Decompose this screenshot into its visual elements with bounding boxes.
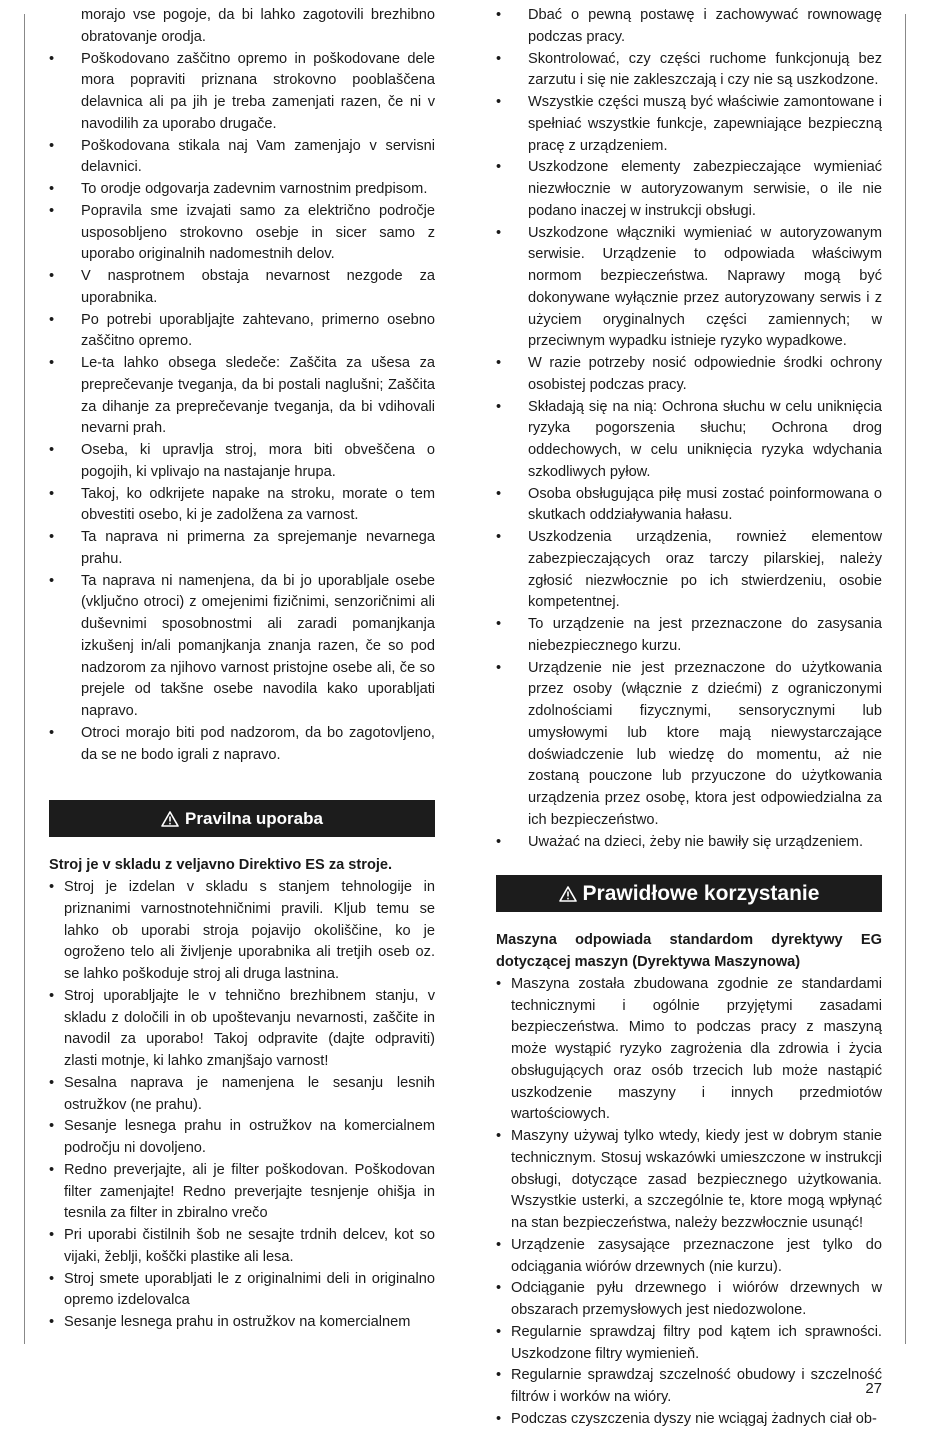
warning-triangle-icon: [559, 886, 577, 902]
left-usage-list: [49, 877, 435, 1334]
list-item: • Redno preverjajte, ali je filter poškodovan. Poškodovan filter zamenjajte! Redno preverjajte tesnjenje ohišja in tesnila za filter in zbiralno vrečo: [49, 1160, 435, 1225]
section-lead: Maszyna odpowiada standardom dyrektywy EG dotyczącej maszyn (Dyrektywa Maszynowa): [496, 932, 882, 970]
list-item: • Osoba obsługująca piłę musi zostać poinformowana o skutkach oddziaływania hałasu.: [496, 484, 882, 528]
list-item: • Oseba, ki upravlja stroj, mora biti obveščena o pogojih, ki vplivajo na nastajanje hrupa.: [49, 440, 435, 484]
list-item: • W razie potrzeby nosić odpowiednie środki ochrony osobistej podczas pracy.: [496, 353, 882, 397]
list-item: • V nasprotnem obstaja nevarnost nezgode za uporabnika.: [49, 266, 435, 310]
list-item: • Otroci morajo biti pod nadzorom, da bo zagotovljeno, da se ne bodo igrali z napravo.: [49, 723, 435, 767]
list-item: • Uszkodzone elementy zabezpieczające wymieniać niezwłocznie w autoryzowanym serwisie, o ile nie podano inaczej w instrukcji obsługi.: [496, 157, 882, 222]
list-item: • Pri uporabi čistilnih šob ne sesajte trdnih delcev, kot so vijaki, žeblji, koščki plastike ali lesa.: [49, 1225, 435, 1269]
section-title: Pravilna uporaba: [185, 808, 323, 828]
left-column: [49, 5, 435, 1334]
list-item: • Podczas czyszczenia dyszy nie wciągaj żadnych ciał ob-: [496, 1409, 882, 1431]
list-item: • Uważać na dzieci, żeby nie bawiły się urządzeniem.: [496, 832, 882, 854]
section-title: Prawidłowe korzystanie: [582, 881, 820, 905]
list-item: • To orodje odgovarja zadevnim varnostnim predpisom.: [49, 179, 435, 201]
left-margin-rule: [24, 14, 25, 1344]
list-item: • Sesalna naprava je namenjena le sesanju lesnih ostružkov (ne prahu).: [49, 1073, 435, 1117]
list-item: • Dbać o pewną postawę i zachowywać rownowagę podczas pracy.: [496, 5, 882, 49]
list-item: • Po potrebi uporabljajte zahtevano, primerno osebno zaščitno opremo.: [49, 310, 435, 354]
list-item: • To urządzenie na jest przeznaczone do zasysania niebezpiecznego kurzu.: [496, 614, 882, 658]
section-lead: Stroj je v skladu z veljavno Direktivo ES za stroje.: [49, 857, 393, 874]
list-item: • Urządzenie zasysające przeznaczone jest tylko do odciągania wiórów drzewnych (nie kurzu).: [496, 1235, 882, 1279]
list-item: • Maszyna została zbudowana zgodnie ze standardami technicznymi i ogólnie przyjętymi zasadami bezpieczeństwa. Mimo to podczas pracy z maszyną może wystąpić ryzyko zagrożenia dla zdrowia i życia obsługujących oraz osób trzecich lub może nastąpić uszkodzenie maszyny i innych przedmiotów wartościowych.: [496, 974, 882, 1126]
right-column: [496, 5, 882, 1431]
list-item: • Poškodovana stikala naj Vam zamenjajo v servisni delavnici.: [49, 136, 435, 180]
list-item: • Uszkodzone włączniki wymieniać w autoryzowanym serwisie. Urządzenie to odpowiada właściwym normom bezpieczeństwa. Naprawy mogą być dokonywane wyłącznie przez autoryzowany serwis i z użyciem oryginalnych części zamiennych; w przeciwnym wypadku istnieje ryzyko wypadkowe.: [496, 223, 882, 354]
list-item: • Stroj je izdelan v skladu s stanjem tehnologije in priznanimi varnostnotehničnimi pravili. Kljub temu se lahko ob uporabi stroja pojavijo okoliščine, ko je ogroženo telo ali življenje uporabnika ali tretjih oseb oz. se lahko poškoduje stroj ali druga lastnina.: [49, 877, 435, 986]
left-intro-list: [49, 5, 435, 766]
list-item: • Stroj smete uporabljati le z originalnimi deli in originalno opremo izdelovalca: [49, 1269, 435, 1313]
list-item: • Poškodovano zaščitno opremo in poškodovane dele mora popraviti priznana strokovno pooblaščena delavnica ali pa jih je treba zamenjati razen, če ni v navodilih za uporabo drugače.: [49, 49, 435, 136]
list-item: • Odciąganie pyłu drzewnego i wiórów drzewnych w obszarach przemysłowych jest niedozwolone.: [496, 1278, 882, 1322]
list-item: • Sesanje lesnega prahu in ostružkov na komercialnem področju ni dovoljeno.: [49, 1116, 435, 1160]
right-margin-rule: [905, 14, 906, 1344]
list-item: • Le-ta lahko obsega sledeče: Zaščita za ušesa za preprečevanje tveganja, da bi postali naglušni; Zaščita za dihanje za preprečevanje tveganja, da bi vdihovali nevarni prah.: [49, 353, 435, 440]
list-item: • Regularnie sprawdzaj filtry pod kątem ich sprawności. Uszkodzone filtry wymienieň.: [496, 1322, 882, 1366]
right-intro-list: [496, 5, 882, 853]
list-item: • Składają się na nią: Ochrona słuchu w celu uniknięcia ryzyka pogorszenia słuchu; Ochrona drog oddechowych, w celu uniknięcia ryzyka wdychania szkodliwych pyłow.: [496, 397, 882, 484]
list-item: • Regularnie sprawdzaj szczelność obudowy i szczelność filtrów i worków na wióry.: [496, 1365, 882, 1409]
list-item: • Sesanje lesnega prahu in ostružkov na komercialnem: [49, 1312, 435, 1334]
list-item: • Maszyny używaj tylko wtedy, kiedy jest w dobrym stanie technicznym. Stosuj wskazówki umieszczone w instrukcji obsługi, dotyczące zasad bezpiecznego użytkowania. Wszystkie usterki, a szczególnie te, ktore mogą wpłynąć na stan bezpieczeństwa, należy bezzwłocznie usunąć!: [496, 1126, 882, 1235]
right-usage-list: [496, 974, 882, 1431]
list-item: morajo vse pogoje, da bi lahko zagotovili brezhibno obratovanje orodja.: [81, 7, 435, 45]
list-item: • Ta naprava ni primerna za sprejemanje nevarnega prahu.: [49, 527, 435, 571]
list-item: • Ta naprava ni namenjena, da bi jo uporabljale osebe (vključno otroci) z omejenimi fizičnimi, senzoričnimi ali duševnimi sposobnostmi ali zaradi pomanjkanja izkušenj in/ali pomanjkanja znanja razen, če so pod nadzorom za njihovo varnost pristojne osebe ali, če so prejele od takšne osebe navodila kako uporabljati napravo.: [49, 571, 435, 723]
list-item: • Stroj uporabljajte le v tehnično brezhibnem stanju, v skladu z določili in ob upoštevanju nevarnosti, zaščite in navodil za uporabo! Takoj odpravite (dajte odpraviti) zlasti motnje, ki lahko zmanjšajo varnost!: [49, 986, 435, 1073]
list-item: • Popravila sme izvajati samo za električno področje usposobljeno strokovno osebje in sicer samo z uporabo originalnih nadomestnih delov.: [49, 201, 435, 266]
list-item: • Urządzenie nie jest przeznaczone do użytkowania przez osoby (włącznie z dziećmi) z ograniczonymi zdolnościami fizycznymi, sensorycznymi lub umysłowymi lub ktore mają niewystarczające doświadczenie lub wiedzę do momentu, aż nie zostaną pouczone lub przyuczone do użytkowania urządzenia przez osobę, ktora jest odpowiedzialna za ich bezpieczeństwo.: [496, 658, 882, 832]
list-item: • Wszystkie części muszą być właściwie zamontowane i spełniać wszystkie funkcje, zapewniające bezpieczną pracę z urządzeniem.: [496, 92, 882, 157]
list-item: • Uszkodzenia urządzenia, rownież elementow zabezpieczających oraz tarczy pilarskiej, należy zgłosić niezwłocznie po ich stwierdzeniu, osobie kompetentnej.: [496, 527, 882, 614]
section-banner-prawidlowe-korzystanie: [496, 875, 882, 912]
warning-triangle-icon: [161, 811, 179, 827]
list-item: • Skontrolować, czy części ruchome funkcjonują bez zarzutu i się nie zakleszczają i czy nie są uszkodzone.: [496, 49, 882, 93]
page-number: 27: [865, 1380, 882, 1397]
list-item: • Takoj, ko odkrijete napake na stroku, morate o tem obvestiti osebo, ki je zadolžena za varnost.: [49, 484, 435, 528]
section-banner-pravilna-uporaba: [49, 800, 435, 837]
